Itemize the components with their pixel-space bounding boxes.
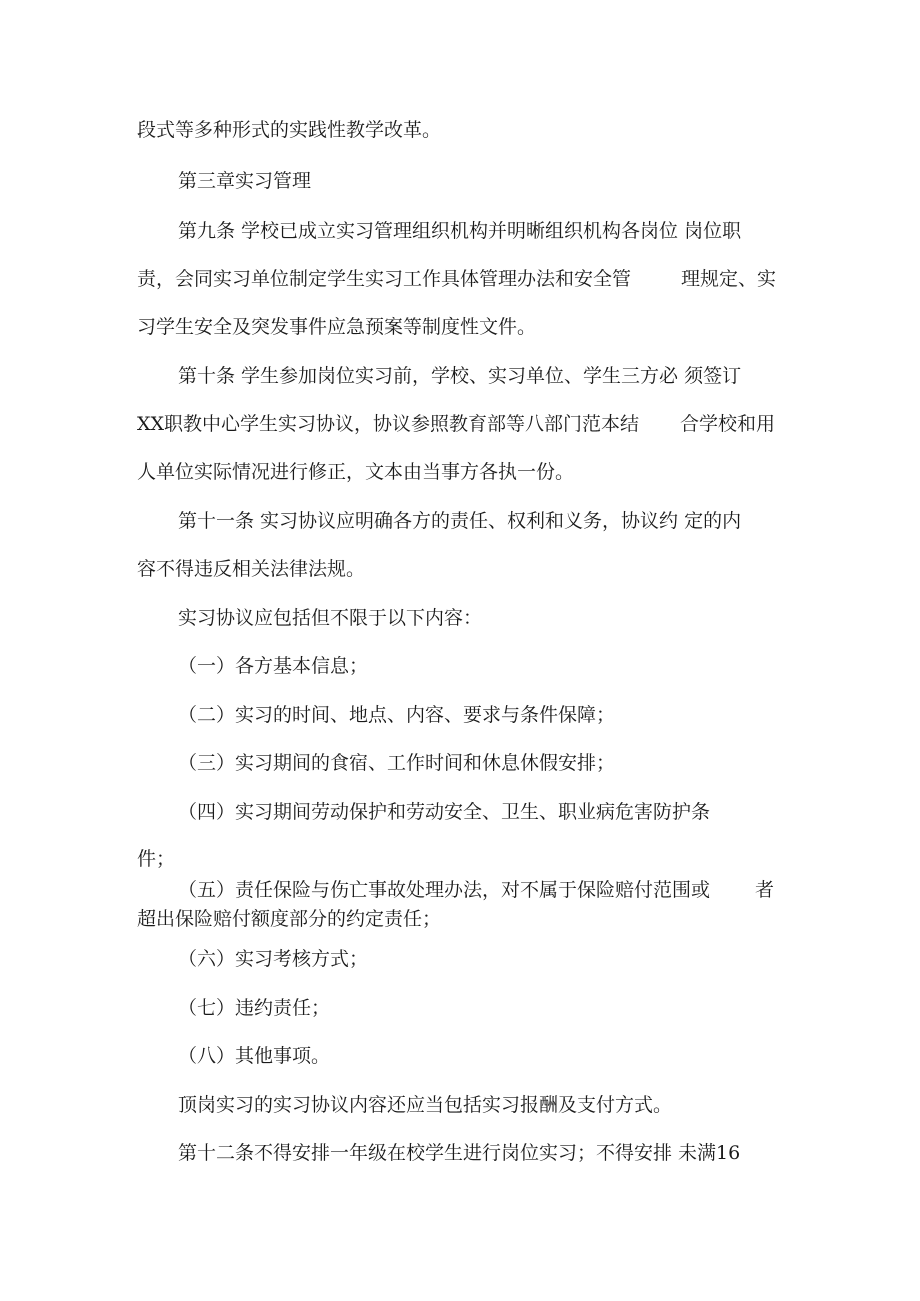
article-11-line-1: 第十一条 实习协议应明确各方的责任、权利和义务，协议约 定的内 <box>178 510 742 532</box>
article-11-line-2: 容不得违反相关法律法规。 <box>137 558 366 580</box>
article-9-line-1: 第九条 学校已成立实习管理组织机构并明晰组织机构各岗位 岗位职 <box>178 220 742 242</box>
article-9-line-2a: 责，会同实习单位制定学生实习工作具体管理办法和安全管 <box>137 268 632 290</box>
article-9-line-3: 习学生安全及突发事件应急预案等制度性文件。 <box>137 316 537 338</box>
article-12-line-1: 第十二条不得安排一年级在校学生进行岗位实习；不得安排 未满16 <box>178 1142 741 1164</box>
list-item: （一）各方基本信息； <box>178 655 369 677</box>
internship-pay-note: 顶岗实习的实习协议内容还应当包括实习报酬及支付方式。 <box>178 1094 673 1116</box>
agreement-intro: 实习协议应包括但不限于以下内容： <box>178 607 483 629</box>
list-item-tail: 者 <box>755 879 775 901</box>
article-10-line-3: 人单位实际情况进行修正，文本由当事方各执一份。 <box>137 461 575 483</box>
list-item: （七）违约责任； <box>178 997 331 1019</box>
list-item: （六）实习考核方式； <box>178 948 369 970</box>
list-item-continuation: 件； <box>137 848 176 870</box>
article-10-line-2a: XX职教中心学生实习协议，协议参照教育部等八部门范本结 <box>137 413 640 435</box>
article-10-line-2b: 合学校和用 <box>680 413 776 435</box>
article-10-line-1: 第十条 学生参加岗位实习前，学校、实习单位、学生三方必 须签订 <box>178 365 742 387</box>
chapter-heading: 第三章实习管理 <box>178 170 312 192</box>
list-item-continuation: 超出保险赔付额度部分的约定责任； <box>137 908 442 930</box>
text-line: 段式等多种形式的实践性教学改革。 <box>137 119 442 141</box>
list-item: （五）责任保险与伤亡事故处理办法，对不属于保险赔付范围或 <box>178 879 711 901</box>
list-item: （二）实习的时间、地点、内容、要求与条件保障； <box>178 704 616 726</box>
article-9-line-2b: 理规定、实 <box>681 268 777 290</box>
list-item: （三）实习期间的食宿、工作时间和休息休假安排； <box>178 752 616 774</box>
list-item: （四）实习期间劳动保护和劳动安全、卫生、职业病危害防护条 <box>178 801 711 823</box>
list-item: （八）其他事项。 <box>178 1045 331 1067</box>
